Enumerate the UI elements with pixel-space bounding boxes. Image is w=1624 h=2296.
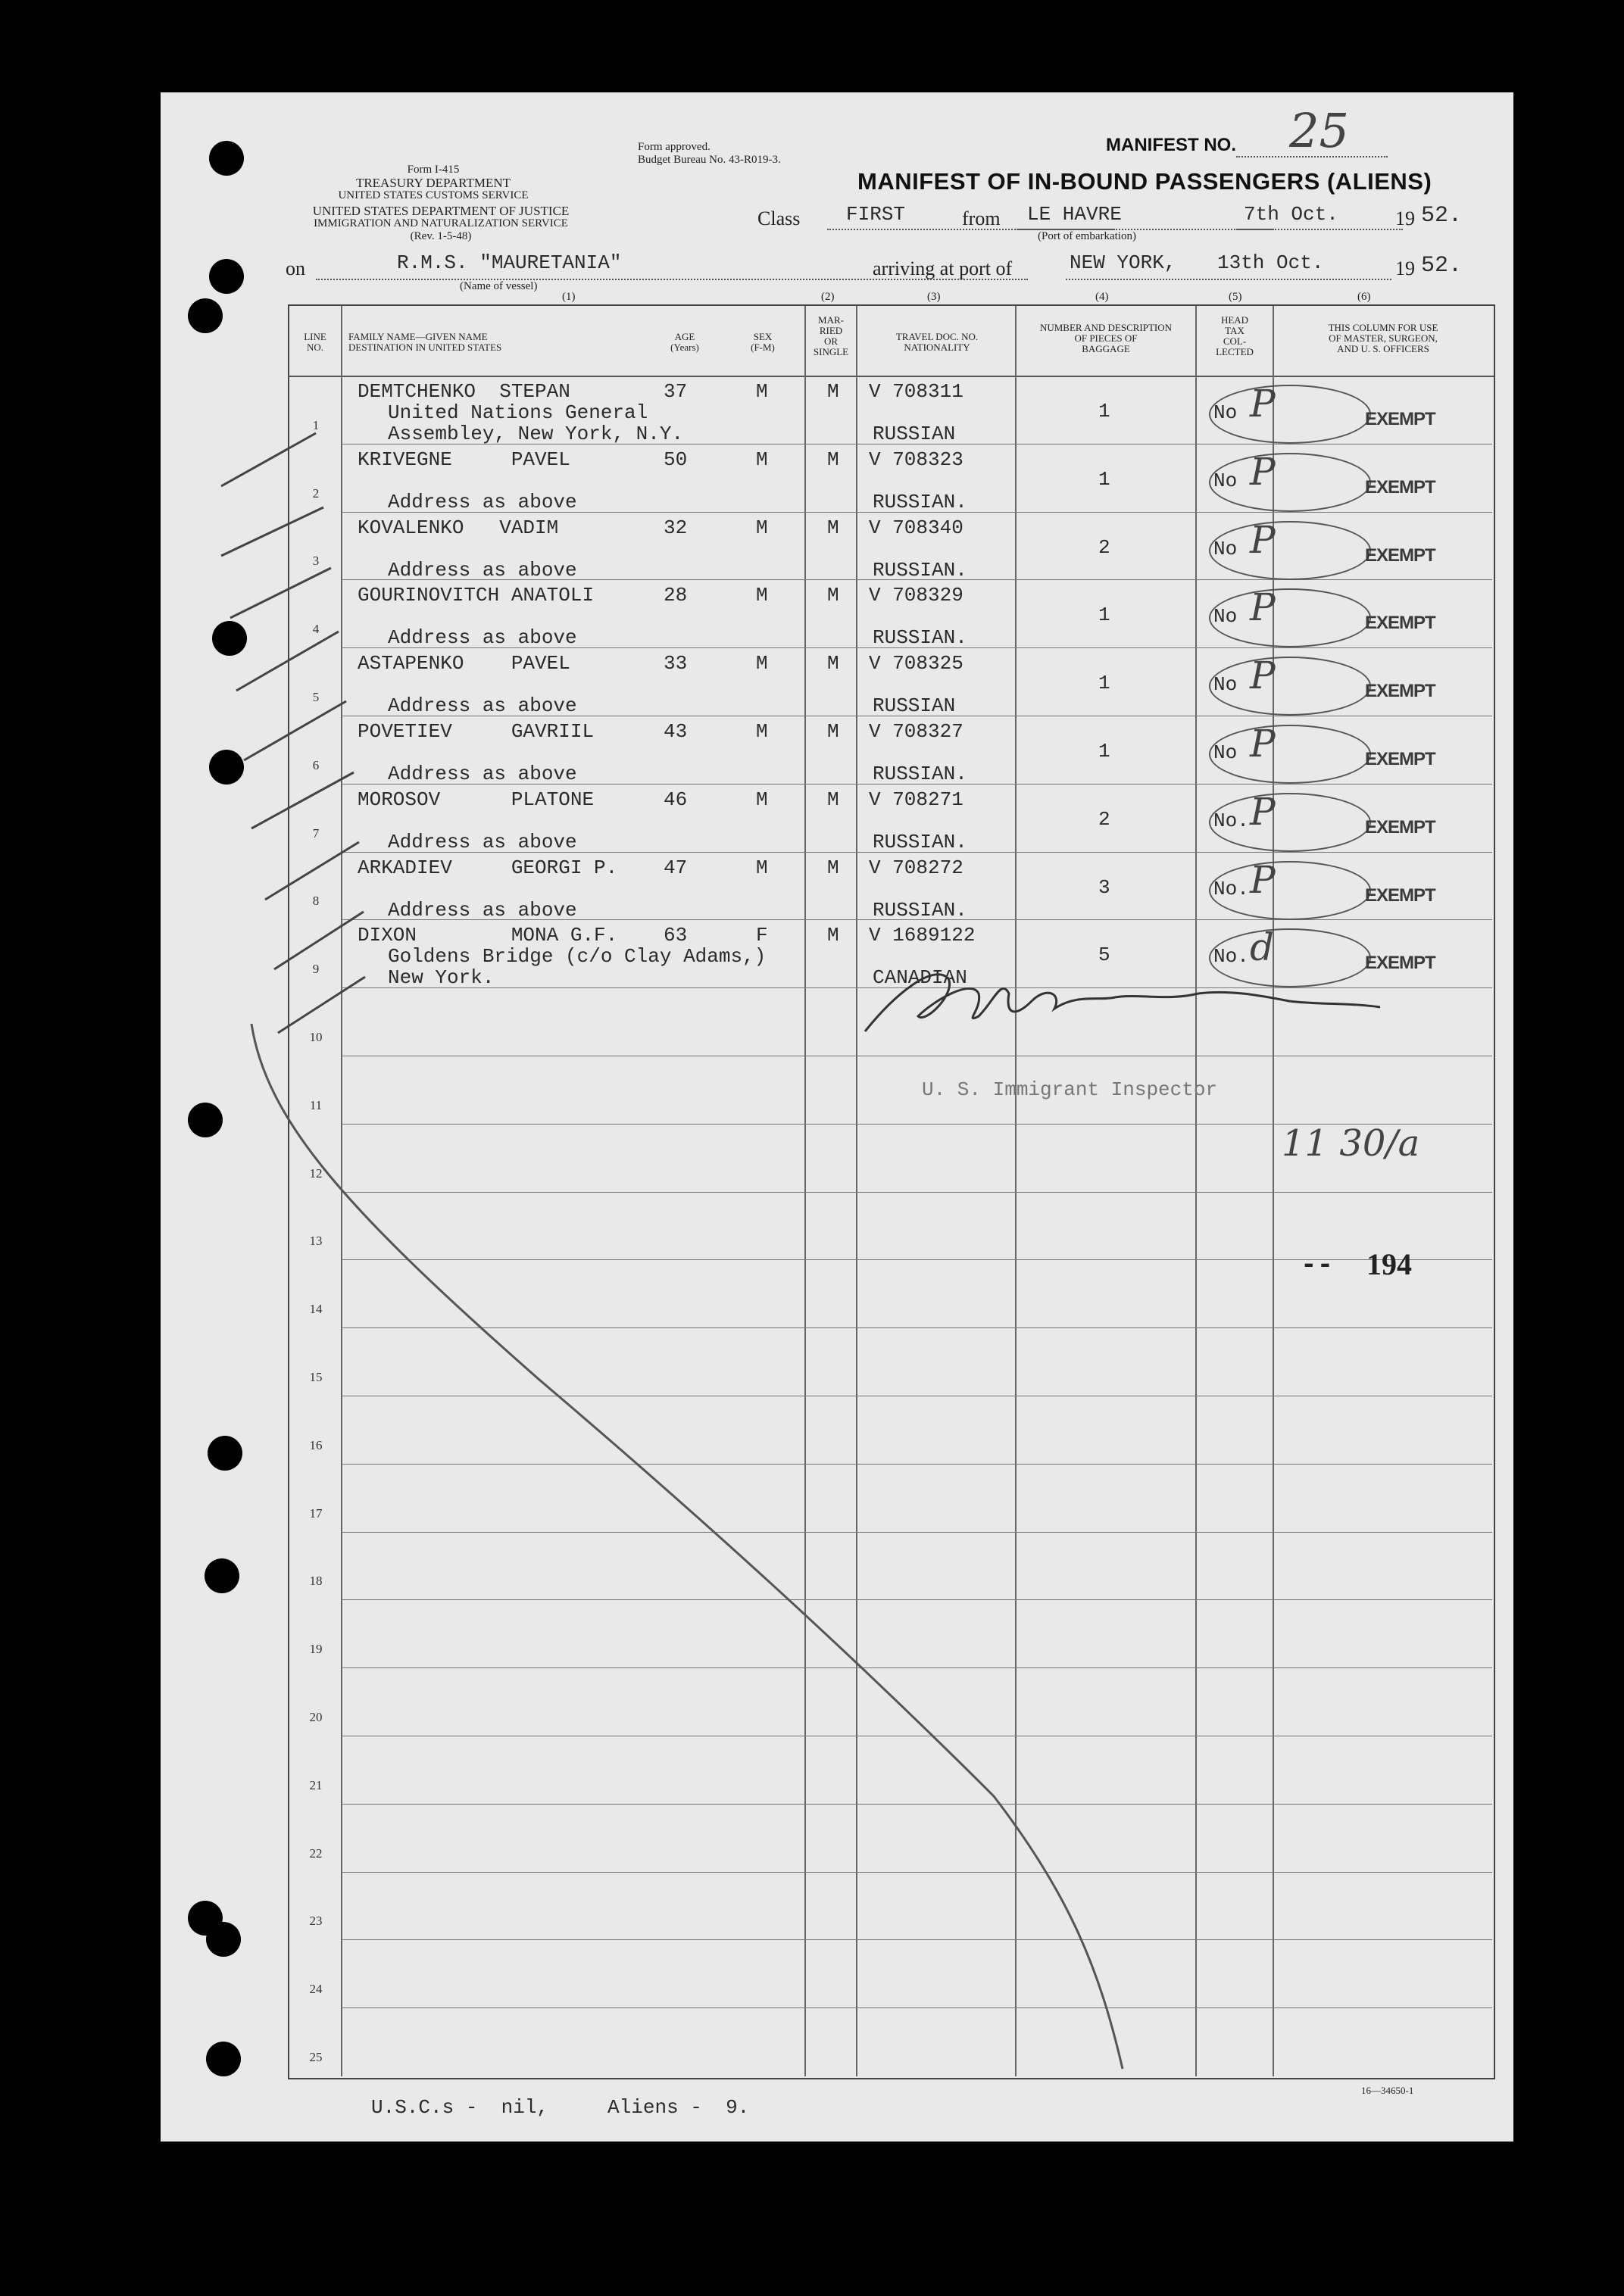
form-number: Form I-415	[407, 164, 460, 176]
vessel-caption: (Name of vessel)	[460, 280, 538, 292]
treasury-dept: TREASURY DEPARTMENT	[355, 176, 511, 190]
line-number: 5	[312, 690, 320, 704]
passenger-age: 50	[664, 448, 688, 471]
passenger-baggage: 1	[1098, 604, 1110, 626]
exempt-stamp: EXEMPT	[1365, 409, 1435, 429]
line-number: 9	[312, 962, 320, 976]
passenger-doc: V 708325	[869, 652, 963, 675]
exempt-stamp: EXEMPT	[1365, 477, 1435, 498]
passenger-nationality: RUSSIAN.	[873, 763, 967, 785]
revision: (Rev. 1-5-48)	[410, 230, 472, 242]
passenger-sex: M	[756, 720, 768, 743]
passenger-name: GOURINOVITCH ANATOLI	[358, 584, 595, 607]
line-number: 8	[312, 894, 320, 908]
passenger-doc: V 708323	[869, 448, 963, 471]
passenger-name: ASTAPENKO PAVEL	[358, 652, 570, 675]
passenger-marital: M	[827, 856, 839, 879]
passenger-doc: V 708271	[869, 788, 963, 811]
passenger-nationality: RUSSIAN.	[873, 491, 967, 513]
line-number: 2	[312, 486, 320, 501]
passenger-marital: M	[827, 924, 839, 947]
colnum-3: (3)	[927, 291, 941, 303]
punch-hole	[209, 259, 244, 294]
passenger-marital: M	[827, 516, 839, 539]
punch-hole	[209, 141, 244, 176]
passenger-destination: Address as above	[388, 559, 577, 582]
colnum-1: (1)	[562, 291, 576, 303]
line-number: 20	[309, 1710, 323, 1724]
ins-service: IMMIGRATION AND NATURALIZATION SERVICE	[314, 217, 568, 229]
manifest-page	[161, 92, 1513, 2142]
passenger-age: 33	[664, 652, 688, 675]
punch-hole	[208, 1436, 242, 1471]
passenger-sex: M	[756, 448, 768, 471]
col-head-tax: HEAD TAX COL- LECTED	[1216, 314, 1254, 357]
passenger-age: 46	[664, 788, 688, 811]
colnum-4: (4)	[1095, 291, 1109, 303]
line-number: 25	[309, 2050, 323, 2064]
line-number: 17	[309, 1506, 323, 1521]
line-number: 10	[309, 1030, 323, 1044]
head-tax-mark: P	[1250, 722, 1276, 766]
arrival-port: NEW YORK,	[1070, 251, 1176, 274]
line-number: 15	[309, 1370, 323, 1384]
passenger-marital: M	[827, 380, 839, 403]
head-tax-value: No	[1213, 538, 1238, 560]
punch-hole	[206, 1922, 241, 1957]
passenger-baggage: 2	[1098, 536, 1110, 559]
line-number: 23	[309, 1914, 323, 1928]
passenger-age: 43	[664, 720, 688, 743]
colnum-2: (2)	[821, 291, 835, 303]
passenger-name: DEMTCHENKO STEPAN	[358, 380, 570, 403]
head-tax-value: No.	[1213, 810, 1249, 832]
passenger-baggage: 1	[1098, 672, 1110, 694]
head-tax-mark: P	[1250, 382, 1276, 426]
class-label: Class	[757, 207, 801, 229]
approval-line-2: Budget Bureau No. 43-R019-3.	[638, 154, 781, 166]
passenger-doc: V 708327	[869, 720, 963, 743]
exempt-stamp: EXEMPT	[1365, 953, 1435, 973]
passenger-name: KOVALENKO VADIM	[358, 516, 559, 539]
head-tax-value: No	[1213, 469, 1238, 492]
passenger-marital: M	[827, 720, 839, 743]
passenger-nationality: RUSSIAN.	[873, 559, 967, 582]
line-number: 11	[309, 1098, 323, 1112]
passenger-baggage: 5	[1098, 944, 1110, 966]
line-number: 1	[312, 418, 320, 432]
passenger-destination: Address as above	[388, 491, 577, 513]
head-tax-value: No	[1213, 605, 1238, 628]
colnum-5: (5)	[1229, 291, 1242, 303]
head-tax-mark: P	[1250, 858, 1276, 902]
head-tax-mark: P	[1250, 654, 1276, 697]
passenger-nationality: RUSSIAN.	[873, 831, 967, 853]
passenger-age: 47	[664, 856, 688, 879]
passenger-destination: Address as above	[388, 831, 577, 853]
passenger-name: MOROSOV PLATONE	[358, 788, 595, 811]
passenger-nationality: RUSSIAN	[873, 423, 956, 445]
head-tax-mark: P	[1250, 790, 1276, 834]
line-number: 16	[309, 1438, 323, 1452]
passenger-baggage: 2	[1098, 808, 1110, 831]
passenger-name: KRIVEGNE PAVEL	[358, 448, 570, 471]
passenger-age: 32	[664, 516, 688, 539]
row-tick-marks	[221, 433, 365, 1033]
time-note: 11 30/a	[1282, 1122, 1420, 1165]
col-baggage: NUMBER AND DESCRIPTION OF PIECES OF BAGGAGE	[1039, 322, 1173, 354]
passenger-sex: M	[756, 516, 768, 539]
punch-hole	[206, 2042, 241, 2076]
punch-hole	[212, 621, 247, 656]
passenger-doc: V 708340	[869, 516, 963, 539]
passenger-nationality: RUSSIAN.	[873, 626, 967, 649]
passenger-baggage: 1	[1098, 400, 1110, 423]
line-number: 13	[309, 1234, 323, 1248]
year-prefix-2: 19	[1395, 257, 1415, 279]
head-tax-mark: P	[1250, 518, 1276, 562]
col-married: MAR- RIED OR SINGLE	[813, 314, 849, 357]
col-sex: SEX (F-M)	[751, 331, 775, 353]
line-number: 4	[312, 622, 320, 636]
customs-service: UNITED STATES CUSTOMS SERVICE	[338, 189, 529, 201]
head-tax-mark: P	[1250, 450, 1276, 494]
punch-hole	[205, 1558, 239, 1593]
page-title: MANIFEST OF IN-BOUND PASSENGERS (ALIENS)	[857, 168, 1432, 195]
depart-year: 52.	[1421, 203, 1463, 229]
passenger-age: 28	[664, 584, 688, 607]
punch-hole	[188, 298, 223, 333]
manifest-no-value: 25	[1289, 103, 1349, 158]
passenger-destination: Address as above	[388, 763, 577, 785]
line-number: 24	[309, 1982, 323, 1996]
passenger-sex: M	[756, 652, 768, 675]
exempt-stamp: EXEMPT	[1365, 885, 1435, 906]
passenger-baggage: 3	[1098, 876, 1110, 899]
passenger-destination: Address as above	[388, 694, 577, 717]
footer-code: 16—34650-1	[1361, 2085, 1414, 2096]
approval-line-1: Form approved.	[638, 141, 710, 153]
class-value: FIRST	[846, 203, 906, 226]
passenger-destination: Address as above	[388, 899, 577, 922]
exempt-stamp: EXEMPT	[1365, 749, 1435, 769]
from-value: LE HAVRE	[1027, 203, 1122, 226]
passenger-name: ARKADIEV GEORGI P.	[358, 856, 618, 879]
head-tax-mark: d	[1250, 925, 1275, 969]
passenger-destination: Goldens Bridge (c/o Clay Adams,)	[388, 945, 767, 968]
exempt-stamp: EXEMPT	[1365, 681, 1435, 701]
passenger-destination: United Nations General	[388, 401, 648, 424]
page-count: 194	[1366, 1247, 1412, 1281]
passenger-name: POVETIEV GAVRIIL	[358, 720, 595, 743]
punch-hole	[188, 1103, 223, 1137]
from-label: from	[962, 207, 1001, 229]
col-name: FAMILY NAME—GIVEN NAME DESTINATION IN UNITED STATES	[348, 331, 502, 353]
head-tax-value: No.	[1213, 945, 1249, 968]
head-tax-value: No.	[1213, 878, 1249, 900]
arrival-date: 13th Oct.	[1217, 251, 1324, 274]
arriving-label: arriving at port of	[873, 257, 1013, 279]
head-tax-mark: P	[1250, 585, 1276, 629]
col-travel-doc: TRAVEL DOC. NO. NATIONALITY	[895, 331, 979, 353]
vessel-name: R.M.S. "MAURETANIA"	[397, 251, 622, 274]
ink-marks	[161, 92, 1513, 2142]
passenger-nationality: CANADIAN	[873, 966, 967, 989]
exempt-stamp: EXEMPT	[1365, 817, 1435, 838]
manifest-no-label: MANIFEST NO.	[1106, 135, 1236, 155]
punch-hole	[209, 750, 244, 785]
line-number: 18	[309, 1574, 323, 1588]
line-number: 19	[309, 1642, 323, 1656]
passenger-nationality: RUSSIAN	[873, 694, 956, 717]
passenger-doc: V 708311	[869, 380, 963, 403]
head-tax-value: No	[1213, 673, 1238, 696]
arrival-year: 52.	[1421, 253, 1463, 279]
passenger-name: DIXON MONA G.F.	[358, 924, 618, 947]
on-label: on	[286, 257, 305, 279]
col-age: AGE (Years)	[670, 331, 699, 353]
passenger-destination: Assembley, New York, N.Y.	[388, 423, 684, 445]
passenger-age: 37	[664, 380, 688, 403]
passenger-marital: M	[827, 652, 839, 675]
passenger-destination: New York.	[388, 966, 495, 989]
depart-date: 7th Oct.	[1244, 203, 1338, 226]
col-line-no: LINE NO.	[304, 331, 326, 353]
line-number: 22	[309, 1846, 323, 1861]
page-count-dash: --	[1301, 1249, 1334, 1281]
passenger-sex: M	[756, 380, 768, 403]
line-number: 21	[309, 1778, 323, 1792]
col-officers: THIS COLUMN FOR USE OF MASTER, SURGEON, AND U. S. OFFICERS	[1328, 322, 1438, 354]
passenger-doc: V 1689122	[869, 924, 976, 947]
passenger-doc: V 708272	[869, 856, 963, 879]
footer-note: U.S.C.s - nil, Aliens - 9.	[371, 2096, 750, 2119]
embark-caption: (Port of embarkation)	[1038, 230, 1136, 242]
line-number: 14	[309, 1302, 323, 1316]
line-number: 6	[312, 758, 320, 772]
passenger-baggage: 1	[1098, 740, 1110, 763]
passenger-marital: M	[827, 448, 839, 471]
line-number: 12	[309, 1166, 323, 1181]
passenger-baggage: 1	[1098, 468, 1110, 491]
passenger-nationality: RUSSIAN.	[873, 899, 967, 922]
passenger-marital: M	[827, 788, 839, 811]
line-number: 3	[312, 554, 320, 568]
year-prefix-1: 19	[1395, 207, 1415, 229]
exempt-stamp: EXEMPT	[1365, 545, 1435, 566]
passenger-marital: M	[827, 584, 839, 607]
passenger-sex: M	[756, 788, 768, 811]
exempt-stamp: EXEMPT	[1365, 613, 1435, 633]
head-tax-value: No	[1213, 741, 1238, 764]
head-tax-value: No	[1213, 401, 1238, 424]
passenger-destination: Address as above	[388, 626, 577, 649]
passenger-sex: M	[756, 856, 768, 879]
inspector-stamp: U. S. Immigrant Inspector	[922, 1078, 1218, 1101]
passenger-age: 63	[664, 924, 688, 947]
line-number: 7	[312, 826, 320, 841]
justice-dept: UNITED STATES DEPARTMENT OF JUSTICE	[312, 204, 570, 218]
colnum-6: (6)	[1357, 291, 1371, 303]
passenger-sex: M	[756, 584, 768, 607]
passenger-doc: V 708329	[869, 584, 963, 607]
passenger-sex: F	[756, 924, 768, 947]
strike-curve	[251, 1024, 1123, 2069]
